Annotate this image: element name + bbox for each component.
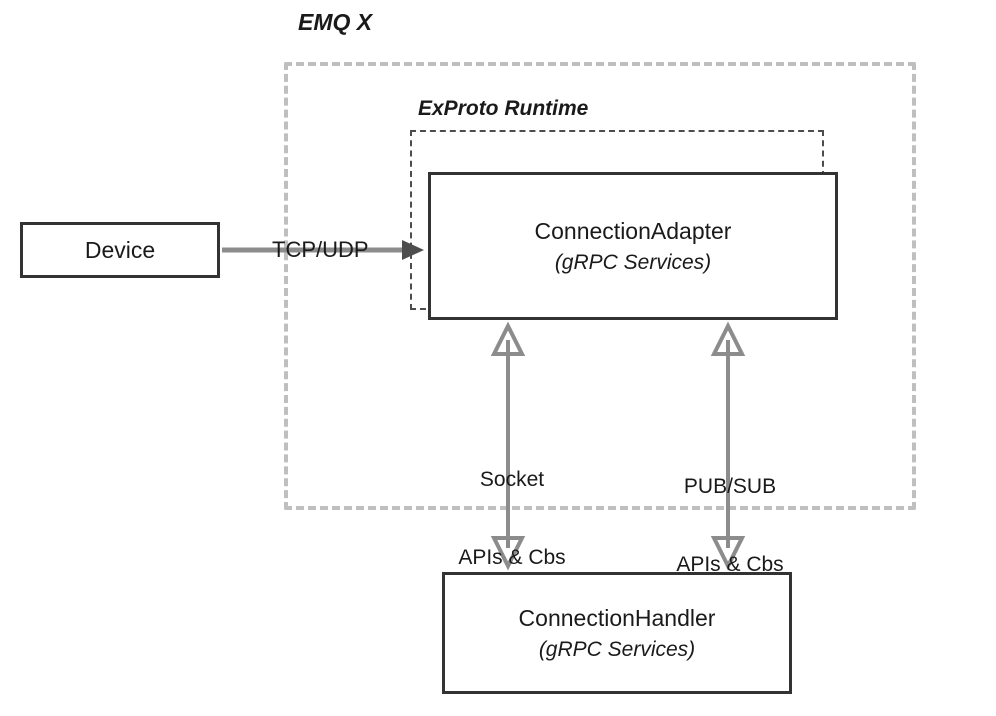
edge-label-tcp-udp: TCP/UDP xyxy=(272,237,369,262)
edge-label-socket-apis xyxy=(452,414,572,624)
node-device-title: Device xyxy=(84,236,156,263)
container-label-exproto-runtime: ExProto Runtime xyxy=(418,97,589,120)
node-connection-handler-title: ConnectionHandler xyxy=(518,604,716,631)
node-connection-adapter xyxy=(428,172,838,320)
edge-label-pubsub-apis xyxy=(668,421,792,631)
edge-label-pubsub-apis-line1: PUB/SUB xyxy=(683,474,777,498)
node-device xyxy=(20,222,220,278)
node-connection-adapter-subtitle: (gRPC Services) xyxy=(554,250,712,274)
node-connection-adapter-title: ConnectionAdapter xyxy=(534,217,732,244)
node-connection-handler-subtitle: (gRPC Services) xyxy=(538,637,696,661)
edge-label-socket-apis-line2: APIs & Cbs xyxy=(458,546,566,570)
container-label-emqx: EMQ X xyxy=(298,9,373,35)
edge-label-socket-apis-line1: Socket xyxy=(479,467,545,491)
edge-label-pubsub-apis-line2: APIs & Cbs xyxy=(676,553,784,577)
